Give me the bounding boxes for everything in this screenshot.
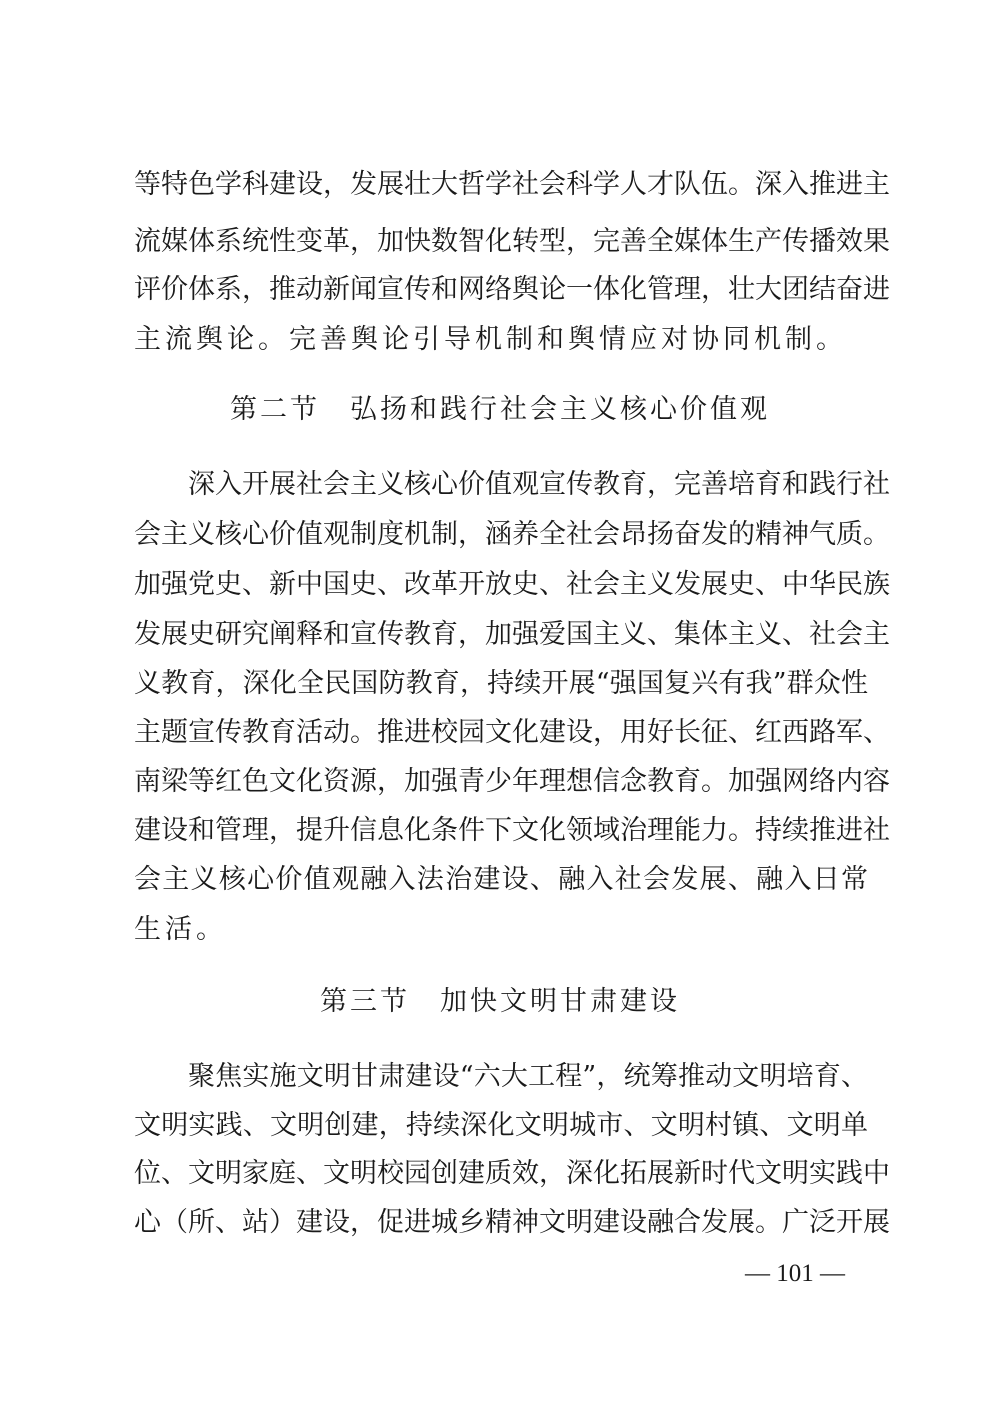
paragraph-line: 生活。 — [134, 914, 227, 945]
paragraph-line: 位、文明家庭、文明校园创建质效，深化拓展新时代文明实践中 — [134, 1158, 890, 1189]
paragraph-line: 评价体系，推动新闻宣传和网络舆论一体化管理，壮大团结奋进 — [134, 274, 890, 305]
paragraph-line: 心（所、站）建设，促进城乡精神文明建设融合发展。广泛开展 — [134, 1207, 890, 1238]
paragraph-line: 会主义核心价值观融入法治建设、融入社会发展、融入日常 — [134, 864, 868, 895]
paragraph-line: 聚焦实施文明甘肃建设“六大工程”，统筹推动文明培育、 — [188, 1061, 868, 1092]
paragraph-line: 义教育，深化全民国防教育，持续开展“强国复兴有我”群众性 — [134, 668, 868, 699]
paragraph-line: 文明实践、文明创建，持续深化文明城市、文明村镇、文明单 — [134, 1110, 868, 1141]
paragraph-line: 会主义核心价值观制度机制，涵养全社会昂扬奋发的精神气质。 — [134, 519, 890, 550]
page-number: — 101 — — [745, 1260, 845, 1287]
paragraph-line: 南梁等红色文化资源，加强青少年理想信念教育。加强网络内容 — [134, 766, 890, 797]
paragraph-line: 深入开展社会主义核心价值观宣传教育，完善培育和践行社 — [188, 469, 890, 500]
section-heading: 第三节 加快文明甘肃建设 — [320, 986, 680, 1017]
paragraph-line: 流媒体系统性变革，加快数智化转型，完善全媒体生产传播效果 — [134, 226, 890, 257]
paragraph-line: 建设和管理，提升信息化条件下文化领域治理能力。持续推进社 — [134, 815, 890, 846]
section-heading: 第二节 弘扬和践行社会主义核心价值观 — [230, 394, 770, 425]
paragraph-line: 加强党史、新中国史、改革开放史、社会主义发展史、中华民族 — [134, 569, 890, 600]
paragraph-line: 等特色学科建设，发展壮大哲学社会科学人才队伍。深入推进主 — [134, 169, 890, 200]
paragraph-line: 主题宣传教育活动。推进校园文化建设，用好长征、红西路军、 — [134, 717, 890, 748]
paragraph-line: 发展史研究阐释和宣传教育，加强爱国主义、集体主义、社会主 — [134, 619, 890, 650]
paragraph-line: 主流舆论。完善舆论引导机制和舆情应对协同机制。 — [134, 324, 847, 355]
